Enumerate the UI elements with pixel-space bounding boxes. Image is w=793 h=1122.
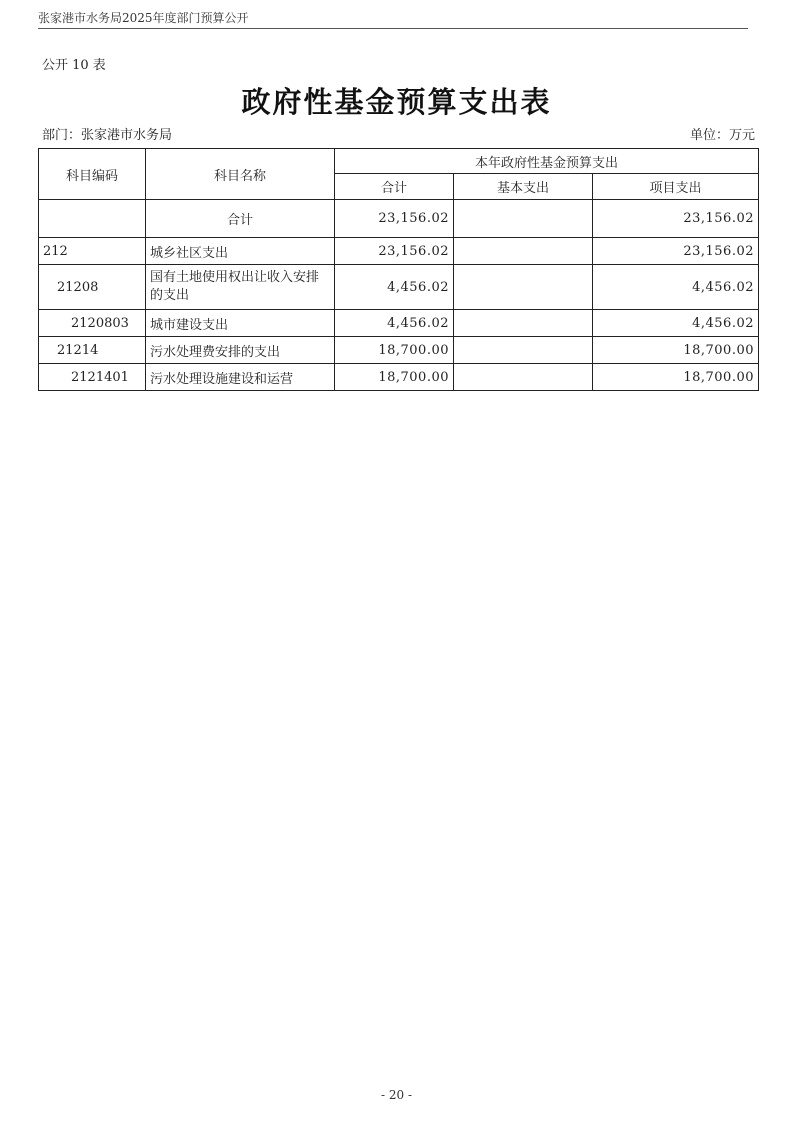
- table-row: [39, 200, 759, 238]
- cell-project: 23,156.02: [593, 200, 759, 238]
- running-header: 张家港市水务局2025年度部门预算公开: [38, 11, 249, 25]
- header-group: 本年政府性基金预算支出: [335, 149, 759, 174]
- form-number: 公开 10 表: [42, 58, 106, 73]
- table-row: [39, 337, 759, 364]
- cell-total: 18,700.00: [335, 337, 454, 364]
- table-row: [39, 364, 759, 391]
- header-basic: 基本支出: [454, 174, 593, 200]
- cell-total: 4,456.02: [335, 310, 454, 337]
- cell-project: 4,456.02: [593, 310, 759, 337]
- cell-name: 城乡社区支出: [146, 238, 335, 265]
- header-code: 科目编码: [39, 149, 146, 200]
- cell-code: 21214: [39, 337, 146, 364]
- cell-basic: [454, 310, 593, 337]
- cell-basic: [454, 238, 593, 265]
- table-row: [39, 310, 759, 337]
- cell-name: 污水处理费安排的支出: [146, 337, 335, 364]
- table-header-row: [39, 149, 759, 174]
- cell-project: 23,156.02: [593, 238, 759, 265]
- cell-total: 23,156.02: [335, 200, 454, 238]
- header-name: 科目名称: [146, 149, 335, 200]
- cell-basic: [454, 265, 593, 310]
- cell-project: 4,456.02: [593, 265, 759, 310]
- cell-code: 2121401: [39, 364, 146, 391]
- cell-total: 18,700.00: [335, 364, 454, 391]
- page-title: 政府性基金预算支出表: [241, 85, 552, 119]
- cell-basic: [454, 364, 593, 391]
- department-label: 部门：张家港市水务局: [42, 128, 173, 143]
- cell-code: 212: [39, 238, 146, 265]
- cell-code: 2120803: [39, 310, 146, 337]
- header-total: 合计: [335, 174, 454, 200]
- cell-project: 18,700.00: [593, 364, 759, 391]
- cell-name: 合计: [146, 200, 335, 238]
- cell-total: 4,456.02: [335, 265, 454, 310]
- table-row: [39, 265, 759, 310]
- cell-name: 污水处理设施建设和运营: [146, 364, 335, 391]
- cell-code: [39, 200, 146, 238]
- cell-code: 21208: [39, 265, 146, 310]
- budget-table: [38, 148, 759, 391]
- cell-project: 18,700.00: [593, 337, 759, 364]
- cell-name: 国有土地使用权出让收入安排的支出: [146, 265, 335, 310]
- unit-label: 单位：万元: [689, 128, 755, 143]
- table-row: [39, 238, 759, 265]
- header-project: 项目支出: [593, 174, 759, 200]
- cell-name: 城市建设支出: [146, 310, 335, 337]
- cell-basic: [454, 200, 593, 238]
- cell-total: 23,156.02: [335, 238, 454, 265]
- page-number: - 20 -: [380, 1088, 412, 1102]
- header-rule: [38, 28, 748, 29]
- cell-basic: [454, 337, 593, 364]
